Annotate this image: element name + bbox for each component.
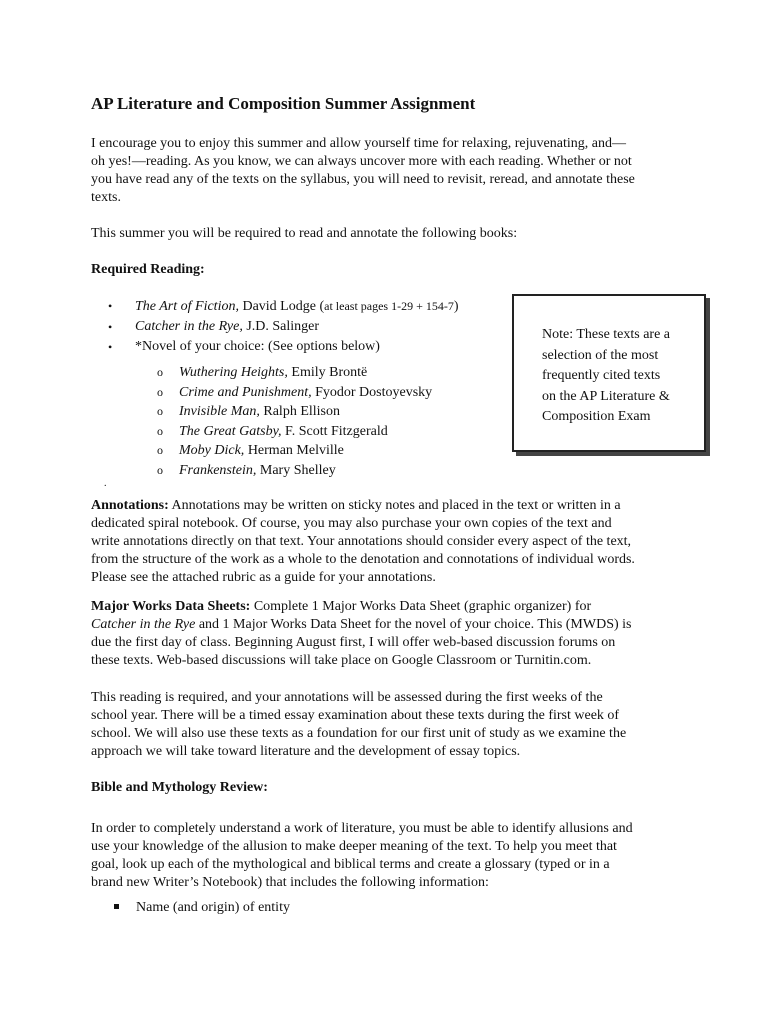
annotations-paragraph xyxy=(91,497,681,587)
list-item xyxy=(157,402,432,422)
novel-author: Fyodor Dostoyevsky xyxy=(311,384,433,400)
page-title: AP Literature and Composition Summer Assignment xyxy=(91,94,476,113)
stray-dot: . xyxy=(104,478,107,489)
circle-bullet-icon: o xyxy=(157,365,163,379)
book-author: David Lodge ( xyxy=(238,299,325,314)
novel-author: Ralph Ellison xyxy=(259,404,340,419)
square-bullet-icon xyxy=(114,904,119,909)
book-title: Catcher in the Rye, xyxy=(135,319,243,334)
bible-line: In order to completely understand a work of literature, you must be able to identify allusions and xyxy=(91,821,633,836)
bible-line: goal, look up each of the mythological and biblical terms and create a glossary (typed or in a xyxy=(91,857,610,872)
mwds-paragraph xyxy=(91,598,681,670)
note-line: on the AP Literature & xyxy=(542,388,670,404)
mwds-label: Major Works Data Sheets: xyxy=(91,599,251,614)
required-line: school year. There will be a timed essay examination about these texts during the first week of xyxy=(91,708,620,723)
circle-bullet-icon: o xyxy=(157,423,163,438)
glossary-item-text: Name (and origin) of entity xyxy=(136,900,290,915)
novel-title: Wuthering Heights, xyxy=(179,365,288,380)
novel-choice-text: *Novel of your choice: (See options below) xyxy=(135,339,380,354)
bullet-icon: • xyxy=(108,299,113,313)
glossary-list xyxy=(114,899,290,917)
list-item xyxy=(157,461,432,481)
required-line: approach we will take toward literature and the development of essay topics. xyxy=(91,744,521,759)
annotations-line-1 xyxy=(91,497,681,515)
bible-line: brand new Writer’s Notebook) that includes the following information: xyxy=(91,875,489,890)
required-reading-heading: Required Reading: xyxy=(91,262,205,277)
mwds-text: Complete 1 Major Works Data Sheet (graphic organizer) for xyxy=(250,599,592,614)
annotations-line: dedicated spiral notebook. Of course, you may also purchase your own copies of the text and xyxy=(91,516,612,531)
novel-author: Mary Shelley xyxy=(256,462,336,478)
intro-line: you have read any of the texts on the syllabus, you will need to revisit, reread, and annotate these xyxy=(91,172,635,187)
mwds-book-title: Catcher in the Rye xyxy=(91,617,196,632)
mwds-line-2 xyxy=(91,616,681,634)
bible-line: use your knowledge of the allusion to make deeper meaning of the text. To help you meet that xyxy=(91,839,617,854)
note-text xyxy=(542,325,702,428)
book-author: J.D. Salinger xyxy=(242,319,320,334)
novel-title: Frankenstein, xyxy=(179,462,257,478)
novel-author: Herman Melville xyxy=(244,443,344,458)
list-item xyxy=(108,296,459,317)
annotations-line: Please see the attached rubric as a guide for your annotations. xyxy=(91,570,436,585)
annotations-line: write annotations directly on that text. Your annotations should consider every aspect of the text, xyxy=(91,534,632,549)
intro-line: oh yes!—reading. As you know, we can always uncover more with each reading. Whether or not xyxy=(91,154,632,169)
note-line: Note: These texts are a xyxy=(542,327,671,342)
summer-paragraph xyxy=(91,225,681,243)
list-item xyxy=(157,422,432,442)
mwds-line: these texts. Web-based discussions will take place on Google Classroom or Turnitin.com. xyxy=(91,653,592,668)
circle-bullet-icon: o xyxy=(157,462,163,477)
summer-line: This summer you will be required to read and annotate the following books: xyxy=(91,226,518,241)
note-line: Composition Exam xyxy=(542,409,651,424)
paren-close: ) xyxy=(453,299,459,314)
required-reading-list xyxy=(108,296,459,357)
circle-bullet-icon: o xyxy=(157,443,163,457)
list-item xyxy=(157,363,432,383)
novel-options-list xyxy=(157,363,432,480)
circle-bullet-icon: o xyxy=(157,404,163,418)
novel-title: The Great Gatsby, xyxy=(179,423,282,439)
bullet-icon: • xyxy=(108,320,113,334)
intro-line: texts. xyxy=(91,190,121,205)
mwds-text: and 1 Major Works Data Sheet for the novel of your choice. This (MWDS) is xyxy=(195,617,632,632)
list-item xyxy=(108,317,459,337)
note-line: selection of the most xyxy=(542,347,659,363)
annotations-text: Annotations may be written on sticky notes and placed in the text or written in a xyxy=(168,498,621,513)
list-item xyxy=(157,383,432,403)
mwds-line: due the first day of class. Beginning August first, I will offer web-based discussion forums on xyxy=(91,635,616,650)
list-item xyxy=(157,441,432,461)
circle-bullet-icon: o xyxy=(157,384,163,399)
mwds-line-1 xyxy=(91,598,681,616)
bible-mythology-heading: Bible and Mythology Review: xyxy=(91,780,268,795)
novel-title: Moby Dick, xyxy=(179,443,245,458)
novel-author: F. Scott Fitzgerald xyxy=(281,423,388,439)
book-title: The Art of Fiction, xyxy=(135,299,239,314)
bible-paragraph xyxy=(91,820,681,892)
required-line: school. We will also use these texts as a foundation for our first unit of study as we examine the xyxy=(91,726,627,741)
page-range: at least pages 1-29 + 154-7 xyxy=(324,299,454,313)
list-item xyxy=(114,899,290,917)
note-line: frequently cited texts xyxy=(542,368,661,383)
required-paragraph xyxy=(91,689,681,761)
intro-line: I encourage you to enjoy this summer and allow yourself time for relaxing, rejuvenating, and— xyxy=(91,136,626,151)
novel-author: Emily Brontë xyxy=(287,365,368,380)
list-item xyxy=(108,337,459,357)
novel-title: Invisible Man, xyxy=(179,404,260,419)
annotations-line: from the structure of the work as a whole to the denotation and connotations of individual words. xyxy=(91,552,635,567)
note-box xyxy=(512,294,706,452)
annotations-label: Annotations: xyxy=(91,498,169,513)
intro-paragraph xyxy=(91,135,681,207)
bullet-icon: • xyxy=(108,340,113,354)
required-line: This reading is required, and your annotations will be assessed during the first weeks of the xyxy=(91,690,603,705)
novel-title: Crime and Punishment, xyxy=(179,384,312,400)
